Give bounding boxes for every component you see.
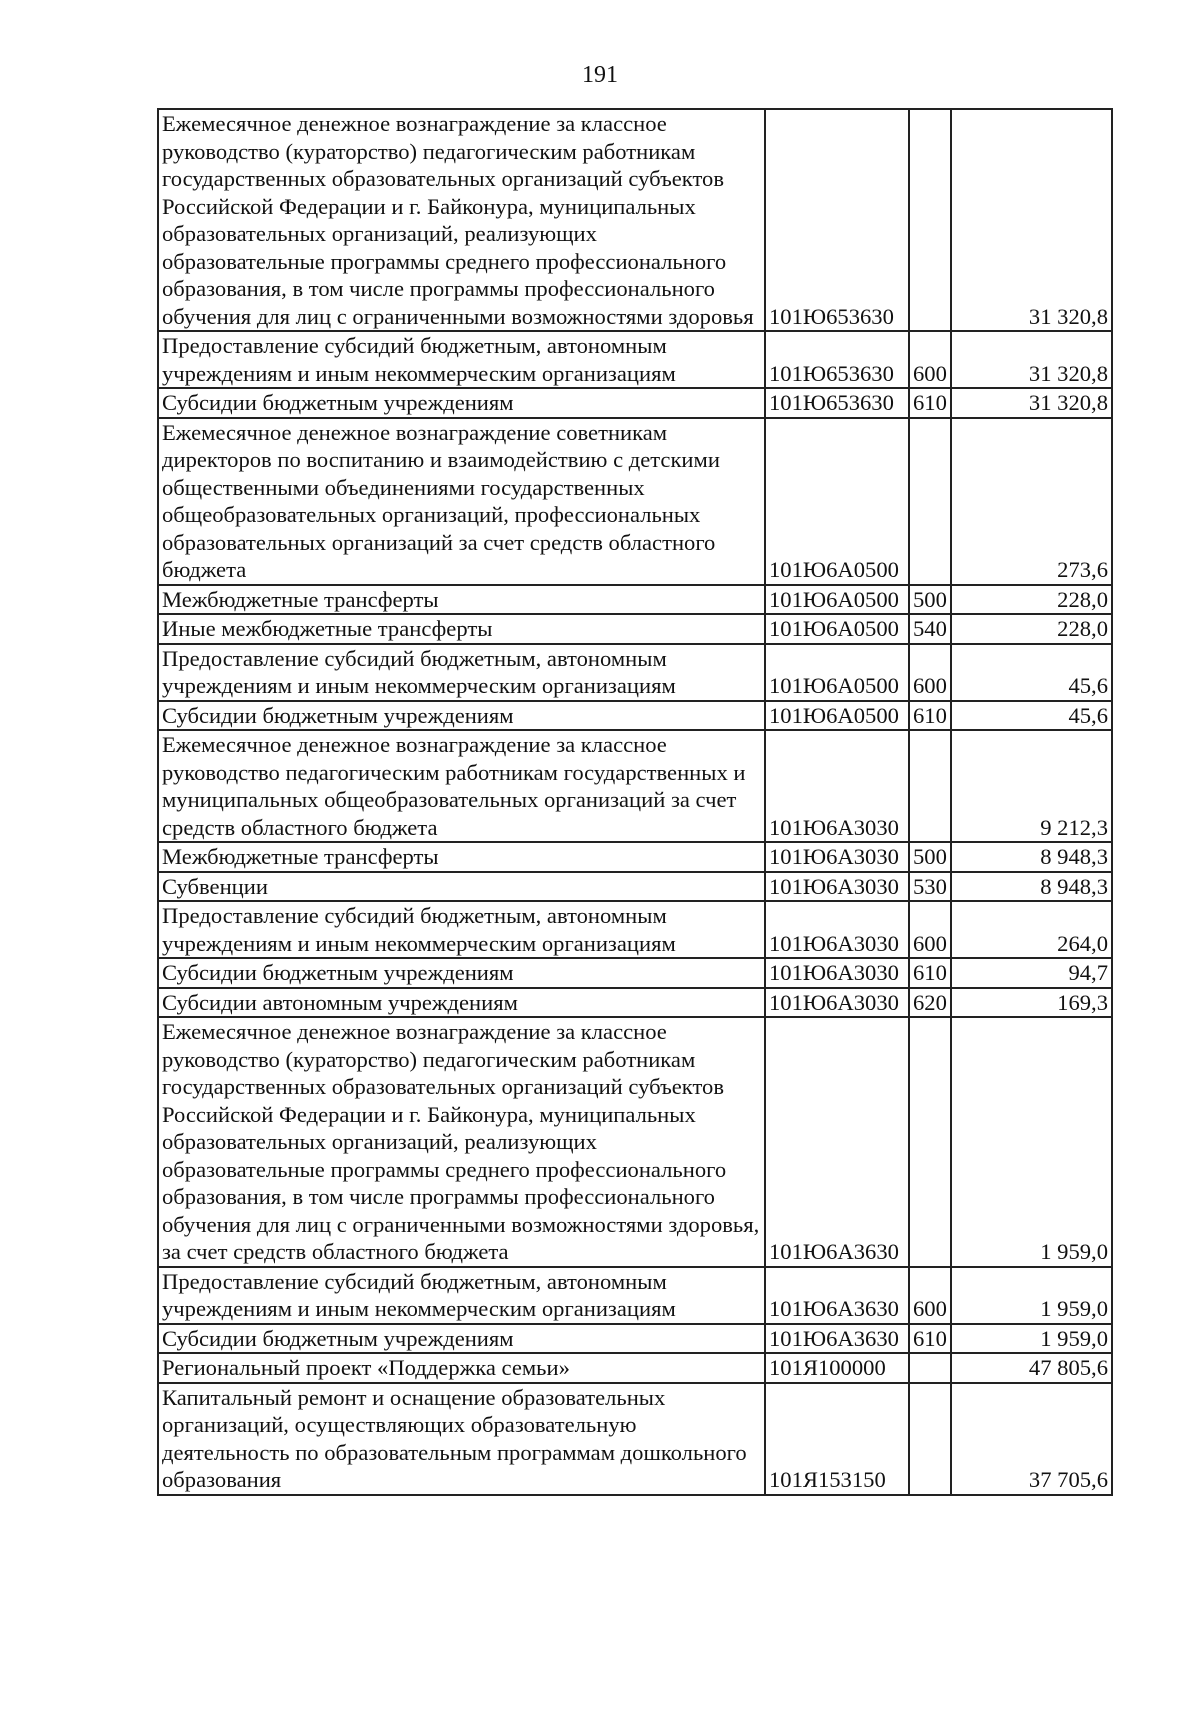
amount-cell: 228,0 <box>951 614 1112 644</box>
page-number: 191 <box>582 62 618 88</box>
amount-cell: 1 959,0 <box>951 1017 1112 1267</box>
table-row <box>158 701 1112 731</box>
target-code-cell: 101Ю6А3030 <box>765 958 909 988</box>
expense-name-cell: Капитальный ремонт и оснащение образовательных организаций, осуществляющих образовательную деятельность по образовательным программам дошкольного образования <box>158 1383 765 1495</box>
expense-name-cell: Субсидии бюджетным учреждениям <box>158 388 765 418</box>
amount-cell: 8 948,3 <box>951 872 1112 902</box>
target-code-cell: 101Я100000 <box>765 1353 909 1383</box>
expense-name-cell: Субвенции <box>158 872 765 902</box>
table-row <box>158 901 1112 958</box>
expense-name-cell: Региональный проект «Поддержка семьи» <box>158 1353 765 1383</box>
target-code-cell: 101Ю6А3030 <box>765 988 909 1018</box>
table-row <box>158 872 1112 902</box>
target-code-cell: 101Ю6А0500 <box>765 701 909 731</box>
expense-type-cell: 610 <box>909 1324 951 1354</box>
target-code-cell: 101Ю6А3630 <box>765 1017 909 1267</box>
table-row <box>158 585 1112 615</box>
expense-type-cell: 600 <box>909 331 951 388</box>
target-code-cell: 101Ю6А0500 <box>765 644 909 701</box>
table-row <box>158 1324 1112 1354</box>
target-code-cell: 101Ю6А3030 <box>765 872 909 902</box>
expense-type-cell <box>909 418 951 585</box>
table-row <box>158 1353 1112 1383</box>
expense-name-cell: Межбюджетные трансферты <box>158 585 765 615</box>
expense-name-cell: Ежемесячное денежное вознаграждение за классное руководство (кураторство) педагогическим работникам государственных образовательных организаций субъектов Российской Федерации и г. Байконура, муниципальных образовательных организаций, реализующих образовательные программы среднего профессионального образования, в том числе программы профессионального обучения для лиц с ограниченными возможностями здоровья <box>158 109 765 331</box>
amount-cell: 37 705,6 <box>951 1383 1112 1495</box>
target-code-cell: 101Ю6А3630 <box>765 1324 909 1354</box>
target-code-cell: 101Ю653630 <box>765 109 909 331</box>
expense-type-cell: 620 <box>909 988 951 1018</box>
table-row <box>158 1017 1112 1267</box>
expense-name-cell: Ежемесячное денежное вознаграждение советникам директоров по воспитанию и взаимодействию с детскими общественными объединениями государственных общеобразовательных организаций, профессиональных образовательных организаций за счет средств областного бюджета <box>158 418 765 585</box>
expense-type-cell: 610 <box>909 958 951 988</box>
amount-cell: 9 212,3 <box>951 730 1112 842</box>
expense-name-cell: Ежемесячное денежное вознаграждение за классное руководство (кураторство) педагогическим работникам государственных образовательных организаций субъектов Российской Федерации и г. Байконура, муниципальных образовательных организаций, реализующих образовательные программы среднего профессионального образования, в том числе программы профессионального обучения для лиц с ограниченными возможностями здоровья, за счет средств областного бюджета <box>158 1017 765 1267</box>
expense-name-cell: Субсидии бюджетным учреждениям <box>158 1324 765 1354</box>
expense-type-cell <box>909 109 951 331</box>
expense-type-cell: 600 <box>909 901 951 958</box>
expense-name-cell: Предоставление субсидий бюджетным, автономным учреждениям и иным некоммерческим организациям <box>158 644 765 701</box>
expense-name-cell: Иные межбюджетные трансферты <box>158 614 765 644</box>
table-row <box>158 614 1112 644</box>
expense-name-cell: Субсидии бюджетным учреждениям <box>158 958 765 988</box>
expense-name-cell: Предоставление субсидий бюджетным, автономным учреждениям и иным некоммерческим организациям <box>158 901 765 958</box>
table-row <box>158 958 1112 988</box>
amount-cell: 273,6 <box>951 418 1112 585</box>
table-row <box>158 1267 1112 1324</box>
expense-name-cell: Предоставление субсидий бюджетным, автономным учреждениям и иным некоммерческим организациям <box>158 1267 765 1324</box>
table-row <box>158 388 1112 418</box>
target-code-cell: 101Ю6А0500 <box>765 418 909 585</box>
amount-cell: 45,6 <box>951 701 1112 731</box>
target-code-cell: 101Ю6А0500 <box>765 585 909 615</box>
amount-cell: 1 959,0 <box>951 1267 1112 1324</box>
table-row <box>158 418 1112 585</box>
expense-type-cell <box>909 730 951 842</box>
target-code-cell: 101Я153150 <box>765 1383 909 1495</box>
amount-cell: 264,0 <box>951 901 1112 958</box>
expense-type-cell <box>909 1353 951 1383</box>
expense-name-cell: Межбюджетные трансферты <box>158 842 765 872</box>
expense-type-cell <box>909 1017 951 1267</box>
expense-name-cell: Субсидии автономным учреждениям <box>158 988 765 1018</box>
expense-type-cell: 600 <box>909 1267 951 1324</box>
target-code-cell: 101Ю653630 <box>765 331 909 388</box>
expense-name-cell: Предоставление субсидий бюджетным, автономным учреждениям и иным некоммерческим организациям <box>158 331 765 388</box>
table-row <box>158 730 1112 842</box>
target-code-cell: 101Ю653630 <box>765 388 909 418</box>
budget-table <box>157 108 1113 1496</box>
target-code-cell: 101Ю6А3630 <box>765 1267 909 1324</box>
expense-type-cell: 610 <box>909 388 951 418</box>
expense-type-cell: 530 <box>909 872 951 902</box>
table-row <box>158 644 1112 701</box>
table-row <box>158 109 1112 331</box>
amount-cell: 45,6 <box>951 644 1112 701</box>
expense-name-cell: Субсидии бюджетным учреждениям <box>158 701 765 731</box>
expense-type-cell: 500 <box>909 585 951 615</box>
amount-cell: 47 805,6 <box>951 1353 1112 1383</box>
amount-cell: 31 320,8 <box>951 388 1112 418</box>
table-row <box>158 988 1112 1018</box>
table-row <box>158 331 1112 388</box>
expense-type-cell: 500 <box>909 842 951 872</box>
amount-cell: 1 959,0 <box>951 1324 1112 1354</box>
expense-type-cell: 540 <box>909 614 951 644</box>
amount-cell: 228,0 <box>951 585 1112 615</box>
expense-type-cell <box>909 1383 951 1495</box>
expense-type-cell: 610 <box>909 701 951 731</box>
target-code-cell: 101Ю6А3030 <box>765 901 909 958</box>
target-code-cell: 101Ю6А3030 <box>765 730 909 842</box>
expense-name-cell: Ежемесячное денежное вознаграждение за классное руководство педагогическим работникам государственных и муниципальных общеобразовательных организаций за счет средств областного бюджета <box>158 730 765 842</box>
expense-type-cell: 600 <box>909 644 951 701</box>
table-row <box>158 842 1112 872</box>
table-row <box>158 1383 1112 1495</box>
target-code-cell: 101Ю6А0500 <box>765 614 909 644</box>
amount-cell: 169,3 <box>951 988 1112 1018</box>
amount-cell: 31 320,8 <box>951 109 1112 331</box>
budget-table-body <box>158 109 1112 1495</box>
target-code-cell: 101Ю6А3030 <box>765 842 909 872</box>
amount-cell: 94,7 <box>951 958 1112 988</box>
amount-cell: 31 320,8 <box>951 331 1112 388</box>
amount-cell: 8 948,3 <box>951 842 1112 872</box>
